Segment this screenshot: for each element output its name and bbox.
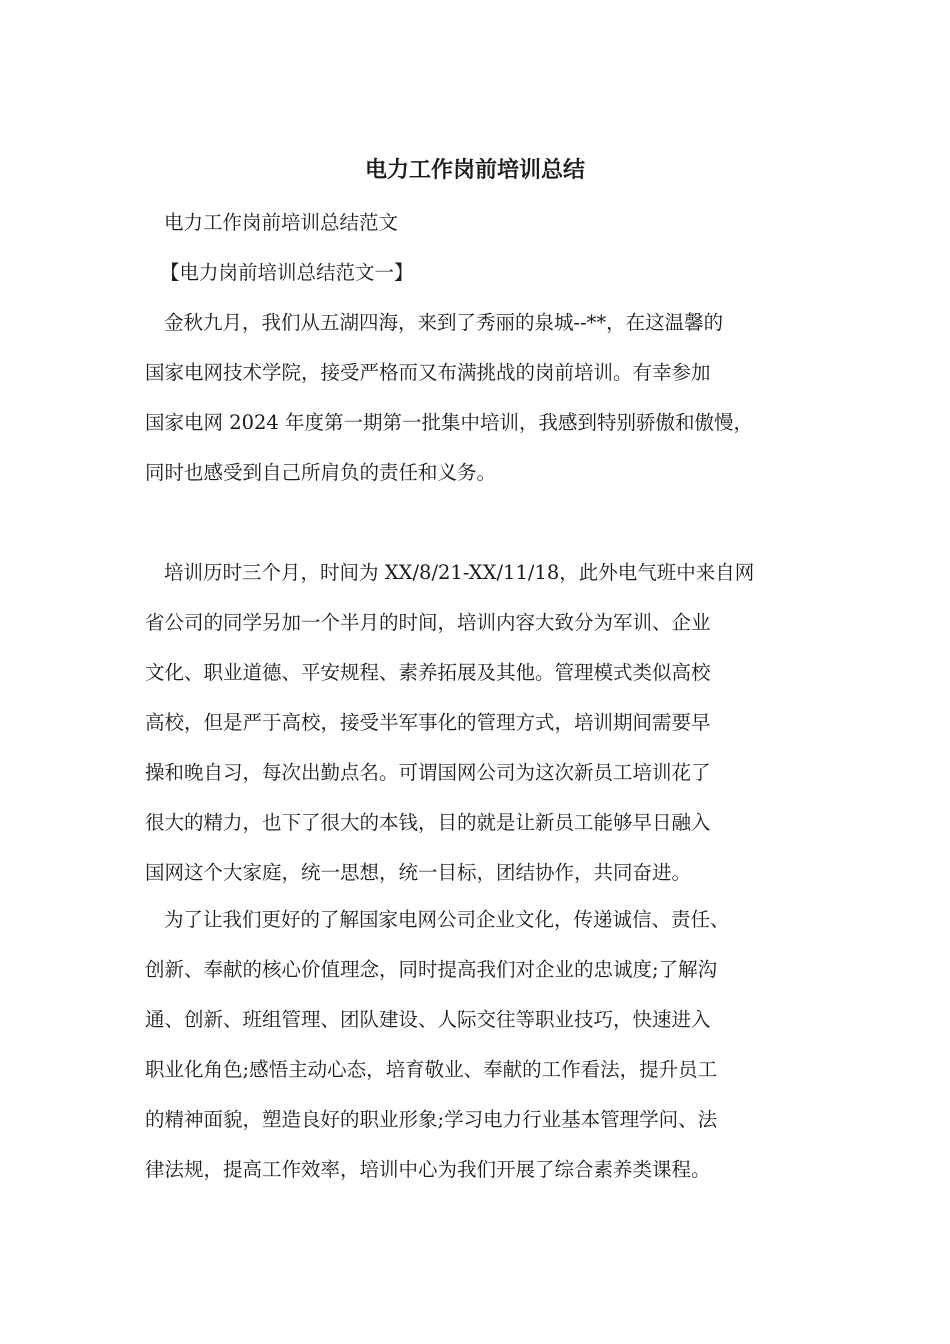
paragraph-line: 为了让我们更好的了解国家电网公司企业文化，传递诚信、责任、 [164, 908, 730, 931]
paragraph-line: 培训历时三个月，时间为 XX/8/21-XX/11/18，此外电气班中来自网 [164, 561, 755, 584]
paragraph-line: 国网这个大家庭，统一思想，统一目标，团结协作，共同奋进。 [145, 861, 692, 884]
document-subtitle: 电力工作岗前培训总结范文 [164, 211, 399, 234]
paragraph-line: 创新、奉献的核心价值理念，同时提高我们对企业的忠诚度;了解沟 [145, 958, 718, 981]
section-heading: 【电力岗前培训总结范文一】 [160, 261, 414, 284]
document-title: 电力工作岗前培训总结 [364, 157, 585, 183]
paragraph-line: 职业化角色;感悟主动心态，培育敬业、奉献的工作看法，提升员工 [145, 1058, 718, 1081]
paragraph-line: 高校，但是严于高校，接受半军事化的管理方式，培训期间需要早 [145, 711, 711, 734]
paragraph-line: 文化、职业道德、平安规程、素养拓展及其他。管理模式类似高校 [145, 661, 711, 684]
paragraph-line: 通、创新、班组管理、团队建设、人际交往等职业技巧，快速进入 [145, 1008, 711, 1031]
paragraph-line: 国家电网 2024 年度第一期第一批集中培训，我感到特别骄傲和傲慢， [145, 411, 754, 434]
paragraph-line: 很大的精力，也下了很大的本钱，目的就是让新员工能够早日融入 [145, 811, 711, 834]
paragraph-line: 律法规，提高工作效率，培训中心为我们开展了综合素养类课程。 [145, 1158, 711, 1181]
paragraph-line: 国家电网技术学院，接受严格而又布满挑战的岗前培训。有幸参加 [145, 361, 711, 384]
paragraph-line: 同时也感受到自己所肩负的责任和义务。 [145, 461, 497, 484]
paragraph-line: 省公司的同学另加一个半月的时间，培训内容大致分为军训、企业 [145, 611, 711, 634]
paragraph-line: 金秋九月，我们从五湖四海，来到了秀丽的泉城--**，在这温馨的 [164, 311, 724, 334]
paragraph-line: 操和晚自习，每次出勤点名。可谓国网公司为这次新员工培训花了 [145, 761, 711, 784]
paragraph-line: 的精神面貌，塑造良好的职业形象;学习电力行业基本管理学问、法 [145, 1108, 718, 1131]
